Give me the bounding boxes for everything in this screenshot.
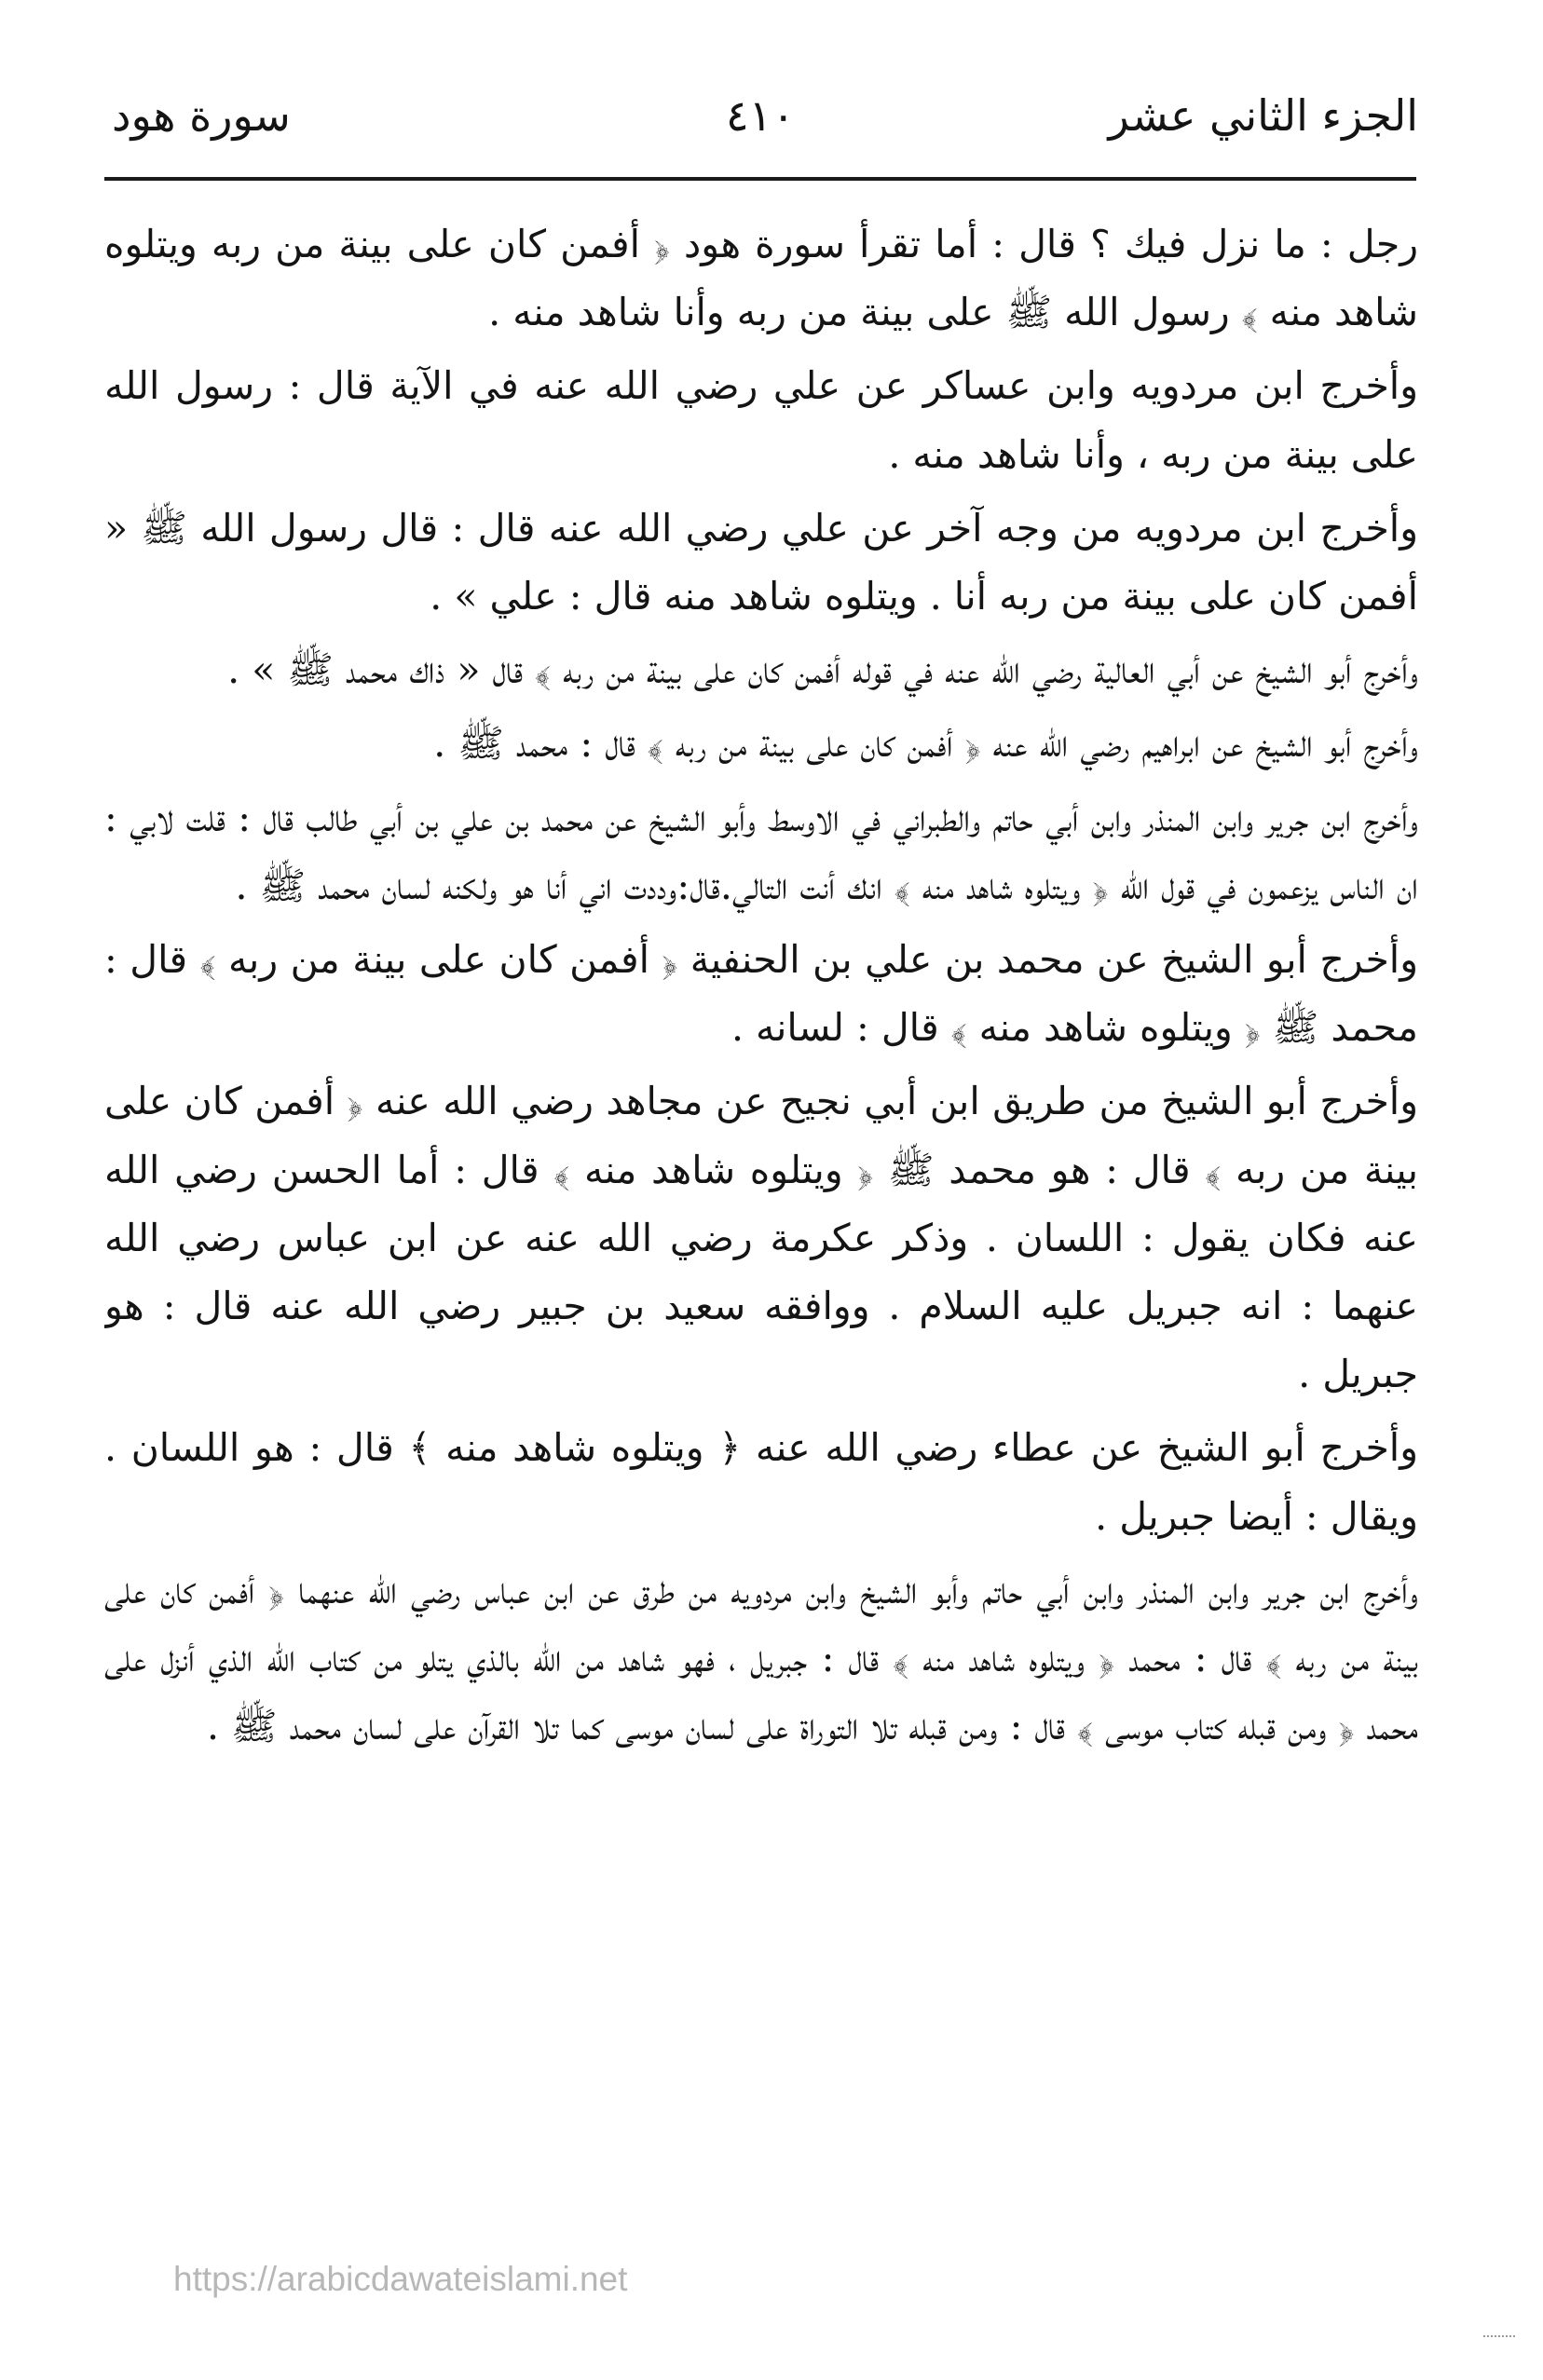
page-number: ٤١٠ (725, 90, 796, 141)
watermark-url: https://arabicdawateislami.net (173, 2260, 628, 2298)
paragraph-6: وأخرج ابن جرير وابن المنذر وابن أبي حاتم والطبراني في الاوسط وأبو الشيخ عن محمد بن علي بن أبي طالب قال : قلت لابي : ان الناس يزعمون في قول الله ﴿ ويتلوه شاهد منه ﴾ انك أنت التالي.قال:وددت اني أنا هو ولكنه لسان محمد ﷺ . (104, 795, 1418, 908)
paragraph-10: وأخرج ابن جرير وابن المنذر وابن أبي حاتم وأبو الشيخ وابن مردويه من طرق عن ابن عباس رضي الله عنهما ﴿ أفمن كان على بينة من ربه ﴾ قال : محمد ﴿ ويتلوه شاهد منه ﴾ قال : جبريل ، فهو شاهد من الله بالذي يتلو من كتاب الله الذي أنزل على محمد ﴿ ومن قبله كتاب موسى ﴾ قال : ومن قبله تلا التوراة على لسان موسى كما تلا القرآن على لسان محمد ﷺ . (104, 1567, 1418, 1749)
page-body (104, 211, 1418, 2278)
paragraph-8: وأخرج أبو الشيخ من طريق ابن أبي نجيح عن مجاهد رضي الله عنه ﴿ أفمن كان على بينة من ربه ﴾ قال : هو محمد ﷺ ﴿ ويتلوه شاهد منه ﴾ قال : أما الحسن رضي الله عنه فكان يقول : اللسان . وذكر عكرمة رضي الله عنه عن ابن عباس رضي الله عنهما : انه جبريل عليه السلام . ووافقه سعيد بن جبير رضي الله عنه قال : هو جبريل . (104, 1079, 1418, 1397)
paragraph-3: وأخرج ابن مردويه من وجه آخر عن علي رضي الله عنه قال : قال رسول الله ﷺ « أفمن كان على بينة من ربه أنا . ويتلوه شاهد منه قال : علي » . (104, 505, 1418, 619)
paragraph-9: وأخرج أبو الشيخ عن عطاء رضي الله عنه ﴿ ويتلوه شاهد منه ﴾ قال : هو اللسان . ويقال : أيضا جبريل . (104, 1425, 1418, 1539)
page-header (102, 78, 1418, 162)
part-title: الجزء الثاني عشر (1108, 90, 1418, 141)
paragraph-2: وأخرج ابن مردويه وابن عساكر عن علي رضي الله عنه في الآية قال : رسول الله على بينة من ربه ، وأنا شاهد منه . (104, 363, 1418, 477)
header-divider (104, 177, 1416, 181)
paragraph-7: وأخرج أبو الشيخ عن محمد بن علي بن الحنفية ﴿ أفمن كان على بينة من ربه ﴾ قال : محمد ﷺ ﴿ ويتلوه شاهد منه ﴾ قال : لسانه . (104, 937, 1418, 1051)
paragraph-5: وأخرج أبو الشيخ عن ابراهيم رضي الله عنه ﴿ أفمن كان على بينة من ربه ﴾ قال : محمد ﷺ . (433, 721, 1418, 767)
surah-title: سورة هود (112, 90, 291, 141)
paragraph-4: وأخرج أبو الشيخ عن أبي العالية رضي الله عنه في قوله أفمن كان على بينة من ربه ﴾ قال « ذاك محمد ﷺ » . (227, 647, 1418, 693)
paragraph-1: رجل : ما نزل فيك ؟ قال : أما تقرأ سورة هود ﴿ أفمن كان على بينة من ربه ويتلوه شاهد منه ﴾ رسول الله ﷺ على بينة من ربه وأنا شاهد منه . (104, 222, 1418, 335)
corner-mark (1483, 2326, 1515, 2337)
